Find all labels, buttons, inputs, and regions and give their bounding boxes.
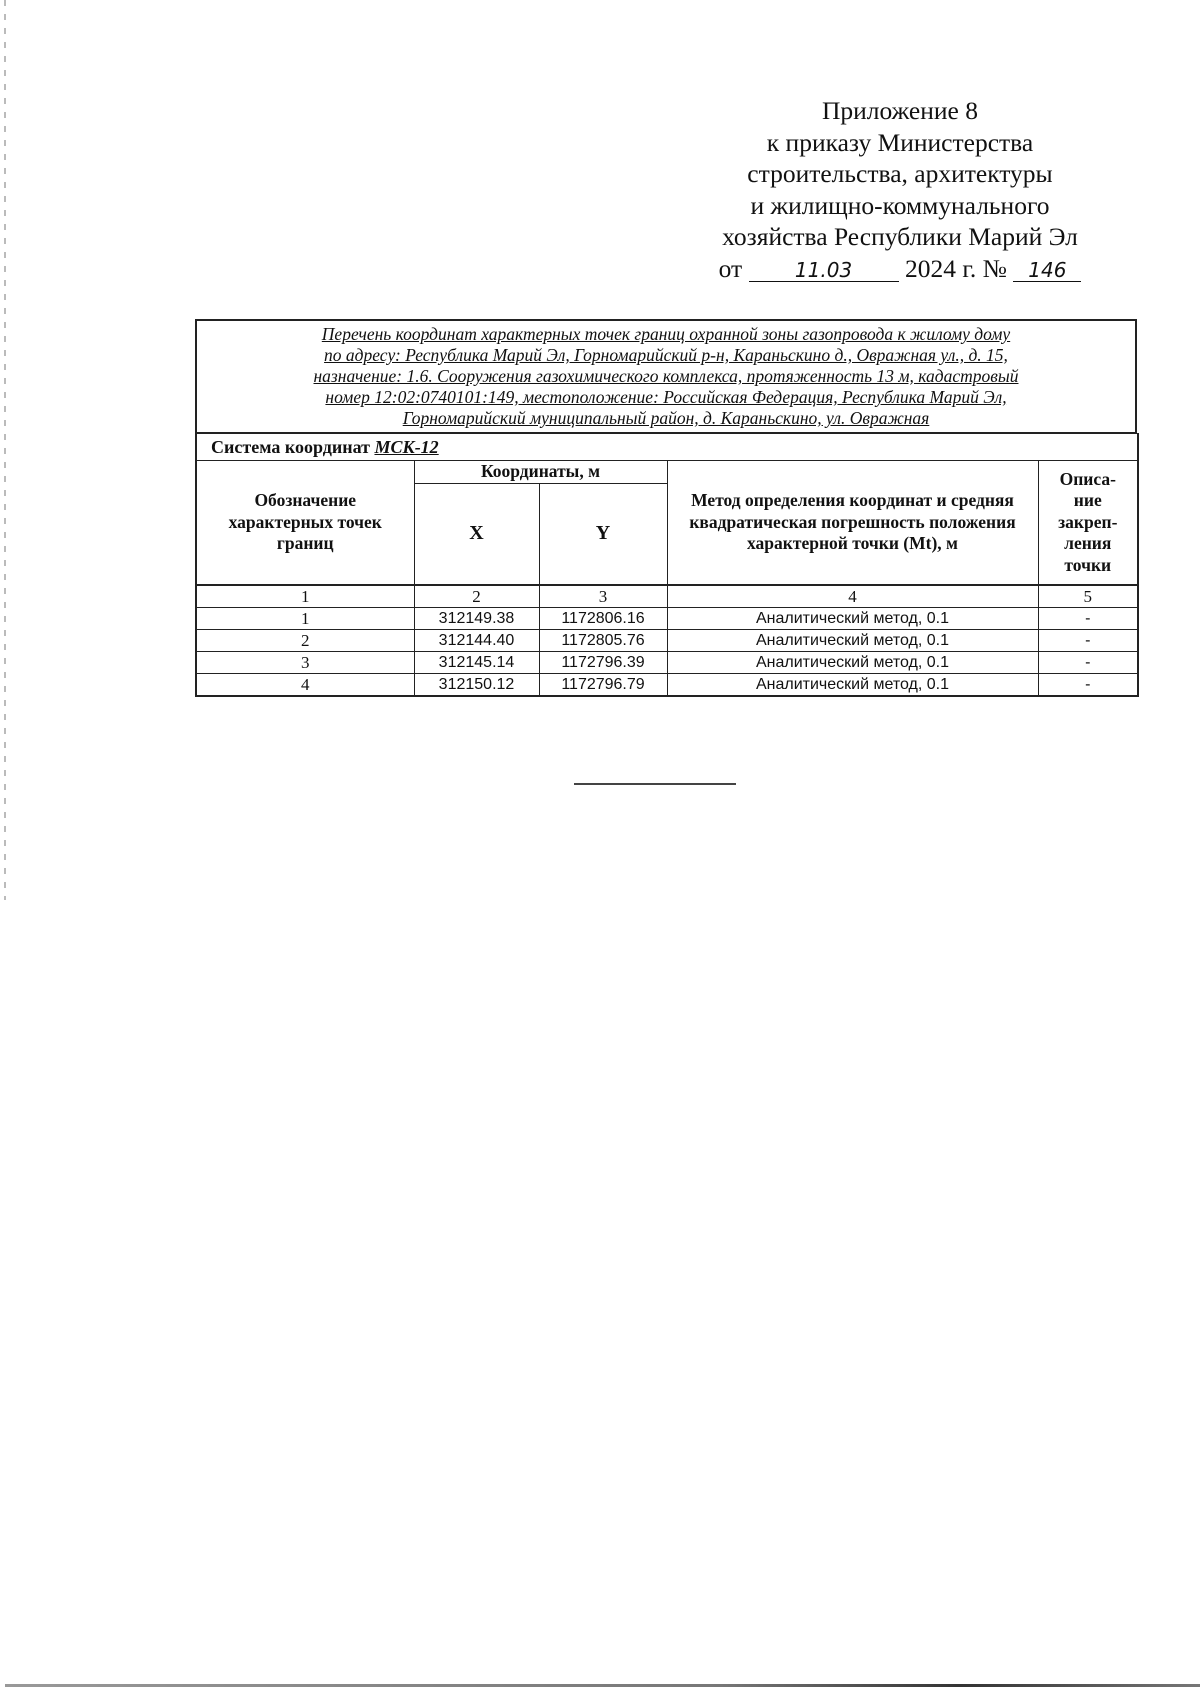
header-row (196, 461, 1138, 484)
column-number: 3 (539, 585, 667, 608)
method: Аналитический метод, 0.1 (667, 652, 1038, 674)
x-coordinate: 312150.12 (414, 674, 539, 697)
scan-bottom-edge (5, 1684, 1200, 1687)
coordinate-system-cell (196, 434, 1138, 461)
table-row (196, 608, 1138, 630)
title-line: Перечень координат характерных точек границ охранной зоны газопровода к жилому дому (321, 324, 1011, 344)
title-line: номер 12:02:0740101:149, местоположение: Российская Федерация, Республика Марий Эл, (325, 387, 1007, 407)
coordinates-table-block (195, 319, 1137, 697)
header-description: Описа-ние закреп-ления точки (1038, 461, 1138, 586)
column-number: 4 (667, 585, 1038, 608)
order-date-line (680, 253, 1120, 285)
x-coordinate: 312145.14 (414, 652, 539, 674)
coordinates-table (195, 433, 1139, 697)
table-row (196, 630, 1138, 652)
header-y: Y (539, 484, 667, 586)
appendix-header (680, 95, 1120, 284)
description: - (1038, 630, 1138, 652)
column-number: 5 (1038, 585, 1138, 608)
method: Аналитический метод, 0.1 (667, 630, 1038, 652)
handwritten-order-number: 146 (1013, 259, 1081, 282)
description: - (1038, 608, 1138, 630)
header-line: к приказу Министерства (766, 127, 1034, 157)
column-number: 2 (414, 585, 539, 608)
header-line: Приложение 8 (822, 96, 978, 125)
coordinate-system-value: МСК-12 (374, 436, 439, 457)
header-line: строительства, архитектуры (747, 159, 1053, 188)
header-coordinates: Координаты, м (414, 461, 667, 484)
point-id: 4 (196, 674, 414, 697)
header-line: и жилищно-коммунального (750, 190, 1050, 220)
year-text: 2024 г. № (904, 253, 1007, 283)
table-title (195, 319, 1137, 433)
x-coordinate: 312144.40 (414, 630, 539, 652)
method: Аналитический метод, 0.1 (667, 608, 1038, 630)
title-line: назначение: 1.6. Сооружения газохимического комплекса, протяженность 13 м, кадастровый (313, 366, 1019, 386)
point-id: 2 (196, 630, 414, 652)
description: - (1038, 652, 1138, 674)
description: - (1038, 674, 1138, 697)
title-line: Горномарийский муниципальный район, д. Караньскино, ул. Овражная (402, 408, 930, 428)
end-separator-line (574, 783, 736, 785)
y-coordinate: 1172796.39 (539, 652, 667, 674)
table-row (196, 652, 1138, 674)
y-coordinate: 1172806.16 (539, 608, 667, 630)
date-prefix: от (718, 253, 743, 283)
point-id: 3 (196, 652, 414, 674)
handwritten-date: 11.03 (749, 259, 899, 282)
point-id: 1 (196, 608, 414, 630)
title-line: по адресу: Республика Марий Эл, Горномарийский р-н, Караньскино д., Овражная ул., д. 15, (324, 345, 1008, 365)
coordinate-system-row (196, 434, 1138, 461)
y-coordinate: 1172805.76 (539, 630, 667, 652)
x-coordinate: 312149.38 (414, 608, 539, 630)
scan-left-edge (4, 0, 6, 900)
header-line: хозяйства Республики Марий Эл (722, 222, 1078, 251)
header-x: X (414, 484, 539, 586)
header-method: Метод определения координат и средняя квадратическая погрешность положения характерной точки (Mt), м (667, 461, 1038, 586)
coordinate-system-label: Система координат (211, 436, 370, 457)
header-points: Обозначение характерных точек границ (196, 461, 414, 586)
column-number-row (196, 585, 1138, 608)
method: Аналитический метод, 0.1 (667, 674, 1038, 697)
table-row (196, 674, 1138, 697)
column-number: 1 (196, 585, 414, 608)
y-coordinate: 1172796.79 (539, 674, 667, 697)
